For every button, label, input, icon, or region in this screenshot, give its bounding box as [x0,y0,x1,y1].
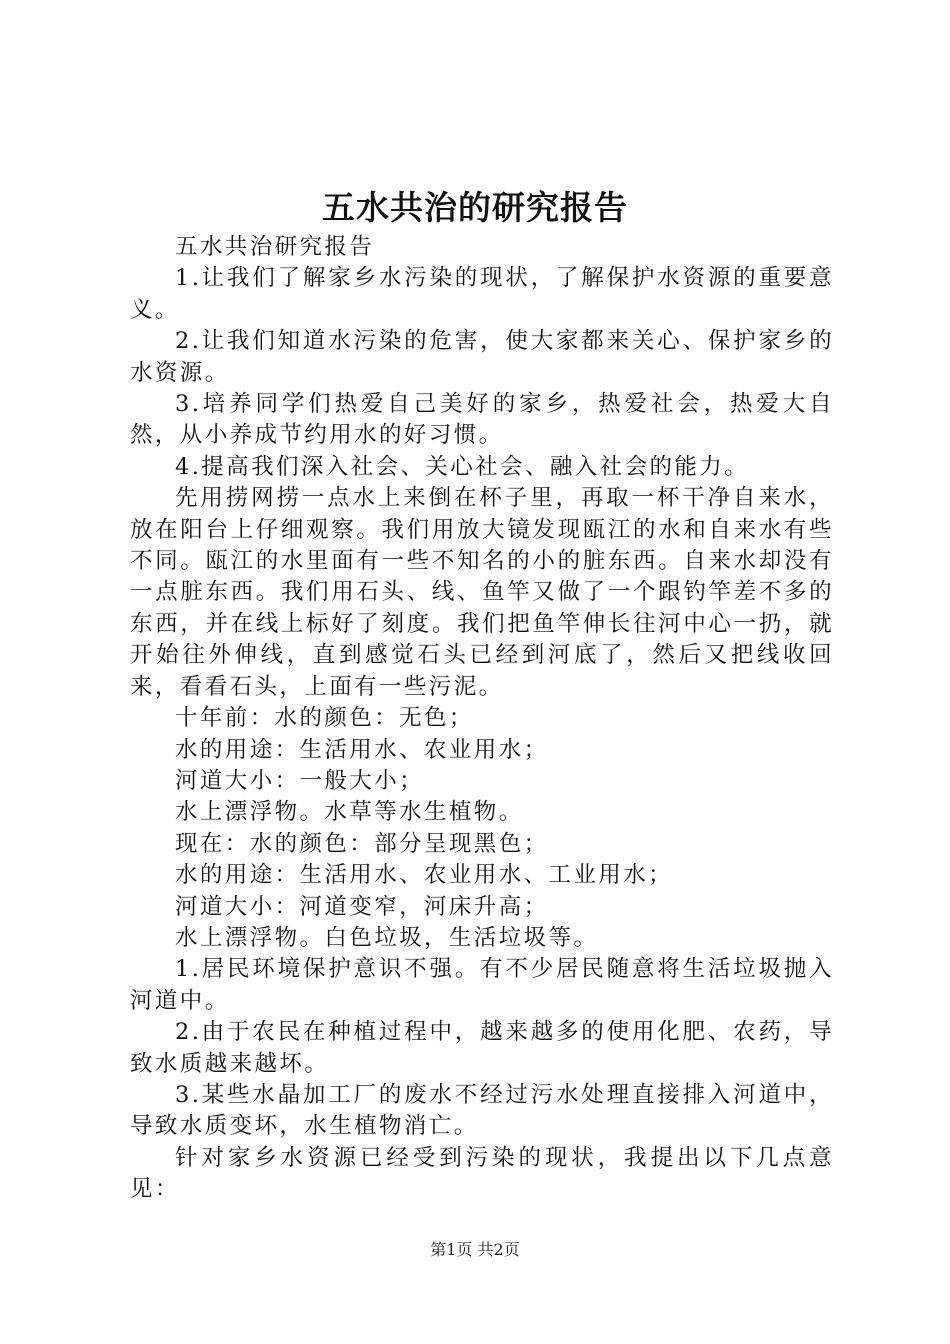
paragraph: 3.某些水晶加工厂的废水不经过污水处理直接排入河道中，导致水质变坏，水生植物消亡。 [130,1081,834,1140]
paragraph: 十年前：水的颜色：无色； [175,705,474,732]
paragraph: 河道大小：河道变窄，河床升高； [175,893,549,920]
paragraph: 五水共治研究报告 [175,234,375,260]
paragraph: 针对家乡水资源已经受到污染的现状，我提出以下几点意见： [130,1144,834,1203]
paragraph: 1.让我们了解家乡水污染的现状，了解保护水资源的重要意义。 [130,265,834,323]
page-number-footer: 第1页 共2页 [430,1240,520,1259]
paragraph: 水的用途：生活用水、农业用水、工业用水； [175,862,674,889]
paragraph: 水上漂浮物。水草等水生植物。 [175,799,524,826]
paragraph: 2.让我们知道水污染的危害，使大家都来关心、保护家乡的水资源。 [130,328,834,386]
paragraph: 1.居民环境保护意识不强。有不少居民随意将生活垃圾抛入河道中。 [130,956,834,1014]
paragraph: 水的用途：生活用水、农业用水； [175,736,549,763]
paragraph: 现在：水的颜色：部分呈现黑色； [175,830,549,857]
document-body [130,232,834,1206]
paragraph: 2.由于农民在种植过程中，越来越多的使用化肥、农药，导致水质越来越坏。 [130,1019,834,1077]
paragraph: 4.提高我们深入社会、关心社会、融入社会的能力。 [175,453,750,480]
paragraph: 水上漂浮物。白色垃圾，生活垃圾等。 [175,924,599,951]
paragraph: 河道大小：一般大小； [175,767,425,794]
paragraph: 先用捞网捞一点水上来倒在杯子里，再取一杯干净自来水，放在阳台上仔细观察。我们用放大镜发现瓯江的水和自来水有些不同。瓯江的水里面有一些不知名的小的脏东西。自来水却没有一点脏东西。我们用石头、线、鱼竿又做了一个跟钓竿差不多的东西，并在线上标好了刻度。我们把鱼竿伸长往河中心一扔，就开始往外伸线，直到感觉石头已经到河底了，然后又把线收回来，看看石头，上面有一些污泥。 [130,485,834,700]
document-title: 五水共治的研究报告 [322,188,628,227]
paragraph: 3.培养同学们热爱自己美好的家乡，热爱社会，热爱大自然，从小养成节约用水的好习惯。 [130,391,834,449]
